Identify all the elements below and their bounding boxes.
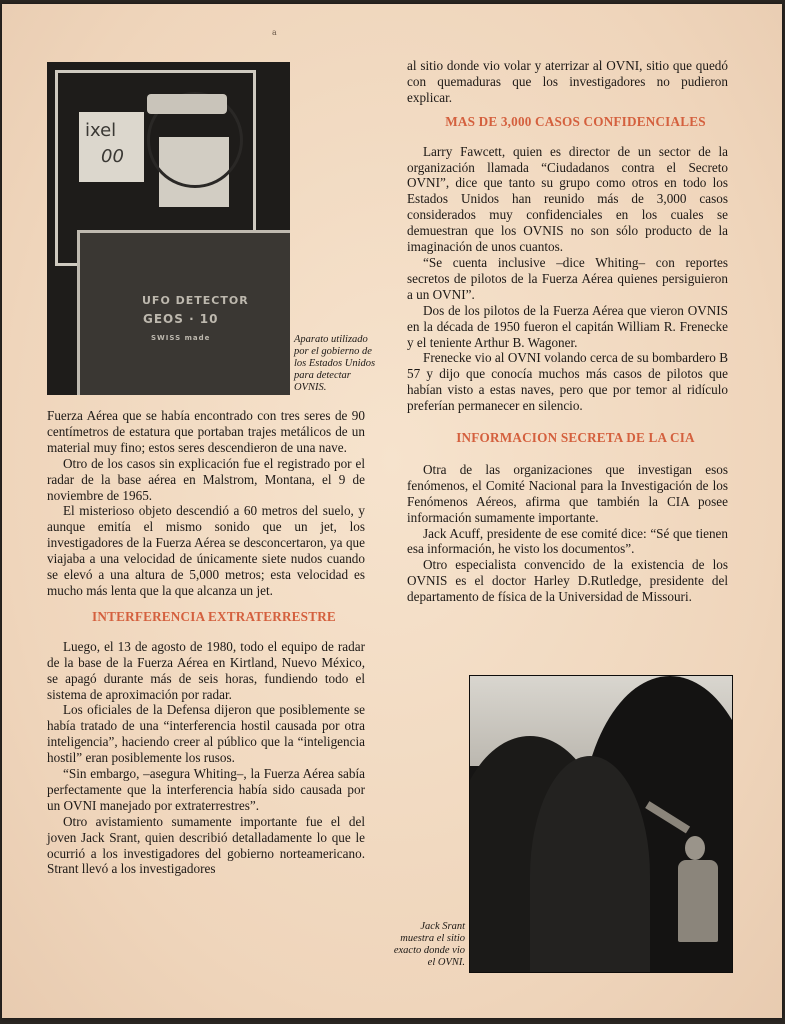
right-paragraph-7: Otro especialista convencido de la existencia de los OVNIS es el doctor Harley D.Rutledge, presidente del departamento de física de la Universidad de Missouri. xyxy=(407,557,728,605)
left-paragraph-2: Otro de los casos sin explicación fue el registrado por el radar de la base aérea en Malstrom, Montana, el 9 de noviembre de 1965. xyxy=(47,455,365,503)
right-paragraph-4: Frenecke vio al OVNI volando cerca de su bombardero B 57 y dijo que conocía muchos más casos de pilotos que habían visto a estas naves, pero que por temor al ridículo preferían permanecer en silencio. xyxy=(407,350,728,414)
detector-top-piece xyxy=(147,94,227,114)
right-paragraph-0: al sitio donde vio volar y aterrizar al OVNI, sitio que quedó con quemaduras que los investigadores no pudieron explicar. xyxy=(407,58,728,105)
spacer xyxy=(407,446,728,462)
right-paragraph-1: Larry Fawcett, quien es director de un sector de la organización llamada “Ciudadanos contra el Secreto OVNI”, dice que tanto su grupo como otros en todo los Estados Unidos han reunido más de 3,000 casos considerados muy confidenciales en los cuales se demuestran que los OVNIS no son sólo producto de la imaginación de unos cuantos. xyxy=(407,143,728,255)
jack-srant-forest-photo xyxy=(469,675,733,973)
heading-interferencia: INTERFERENCIA EXTRATERRESTRE xyxy=(92,608,336,624)
spacer xyxy=(407,414,728,430)
detector-label-line1: UFO DETECTOR xyxy=(142,294,249,307)
spacer xyxy=(47,625,365,639)
right-paragraph-3: Dos de los pilotos de la Fuerza Aérea que vieron OVNIS en la década de 1950 fueron el capitán William R. Frenecke y el teniente Arthur B. Wagoner. xyxy=(407,302,728,350)
left-paragraph-1: Fuerza Aérea que se había encontrado con tres seres de 90 centímetros de estatura que portaban trajes metálicos de un material muy fino; estos seres descendieron de una nave. xyxy=(47,408,365,455)
magazine-page xyxy=(2,4,782,1018)
right-paragraph-6: Jack Acuff, presidente de ese comité dice: “Sé que tienen esa información, he visto los documentos”. xyxy=(407,525,728,557)
detector-card-text: ixel xyxy=(85,120,117,141)
detector-card-number: 00 xyxy=(101,146,124,167)
ufo-detector-photo xyxy=(47,62,290,395)
left-paragraph-5: Los oficiales de la Defensa dijeron que posiblemente se había tratado de una “interferencia hostil causada por otra inteligencia”, haciendo creer al público que la “inteligencia hostil” eran posiblemente los rusos. xyxy=(47,702,365,766)
detector-label-line3: SWISS made xyxy=(151,334,211,342)
person-head xyxy=(685,836,705,860)
right-column xyxy=(407,58,728,605)
right-paragraph-2: “Se cuenta inclusive –dice Whiting– con reportes secretos de pilotos de la Fuerza Aérea quienes persiguieron a un OVNI”. xyxy=(407,254,728,302)
detector-label-line2: GEOS · 10 xyxy=(143,312,219,326)
page-mark: a xyxy=(272,28,277,37)
forest-caption: Jack Srant muestra el sitio exacto donde vio el OVNI. xyxy=(393,921,465,968)
heading-casos-confidenciales: MAS DE 3,000 CASOS CONFIDENCIALES xyxy=(445,113,706,129)
left-column xyxy=(47,408,365,877)
spacer xyxy=(47,599,365,609)
heading-informacion-cia: INFORMACION SECRETA DE LA CIA xyxy=(456,430,695,446)
spacer xyxy=(407,106,728,114)
left-paragraph-3: El misterioso objeto descendió a 60 metros del suelo, y aunque emitía el mismo sonido que un jet, los investigadores de la Fuerza Aérea se desconcertaron, ya que viajaba a una velocidad de únicamente siete nudos cuando se elevó a una altura de 5,000 metros; esta velocidad es mucho más lenta que la que alcanza un jet. xyxy=(47,503,365,598)
spacer xyxy=(407,130,728,144)
left-paragraph-6: “Sin embargo, –asegura Whiting–, la Fuerza Aérea sabía perfectamente que la interferencia había sido causada por un OVNI manejado por extraterrestres”. xyxy=(47,766,365,813)
detector-caption: Aparato utilizado por el gobierno de los Estados Unidos para detectar OVNIS. xyxy=(294,334,376,393)
left-paragraph-4: Luego, el 13 de agosto de 1980, todo el equipo de radar de la base de la Fuerza Aérea en Kirtland, Nuevo México, se apagó durante más de seis horas, fundiendo todo el sistema de aproximación por radar. xyxy=(47,638,365,702)
detector-card xyxy=(79,112,144,182)
left-paragraph-7: Otro avistamiento sumamente importante fue el del joven Jack Srant, quien describió detalladamente lo que le ocurrió a los investigadores del gobierno norteamericano. Strant llevó a los investigadores xyxy=(47,813,365,877)
right-paragraph-5: Otra de las organizaciones que investigan esos fenómenos, el Comité Nacional para la Investigación de los Fenómenos Aéreos, afirma que también la CIA posee información sumamente importante. xyxy=(407,461,728,525)
person-body xyxy=(678,860,718,942)
